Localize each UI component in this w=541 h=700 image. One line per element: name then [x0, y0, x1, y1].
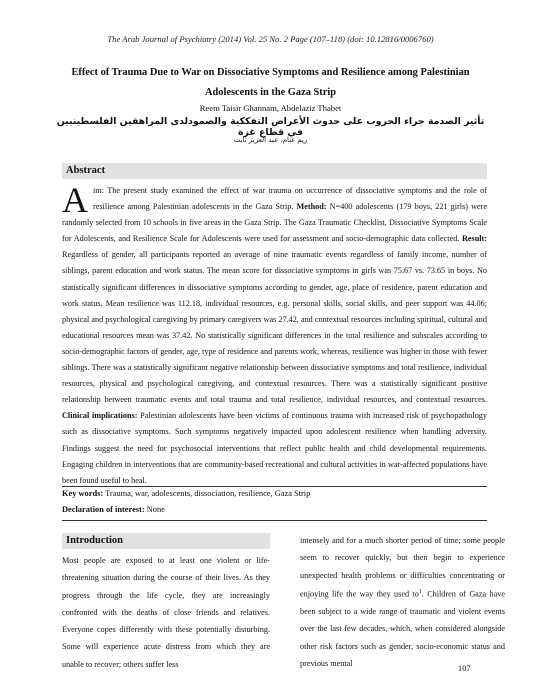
method-text: N=400 adolescents (179 boys, 221 girls) were randomly selected from 10 schools in five areas in the Gaza Strip. The Gaza Traumatic Checklist, Dissociative Symptoms Scale for Adolescents, and Resilience Scale for Adolescents were used for assessment and socio-demographic data collected.: [62, 202, 487, 244]
page-number: 107: [458, 664, 471, 673]
result-label: Result:: [461, 234, 487, 244]
divider: [62, 520, 487, 521]
clinical-text: Palestinian adolescents have been victims of continuous trauma with increased risk of psychopathology such as dissociative symptoms. Such symptoms negatively impacted upon adolescent resilience when handling adversity. Findings suggest the need for psychosocial interventions that reflect public health and child developmental requirements. Engaging children in interventions that are community-based recreational and cultural activities in war-affected populations have been found useful to heal.: [62, 411, 487, 485]
journal-citation: The Arab Journal of Psychiatry (2014) Vol. 25 No. 2 Page (107–118) (doi: 10.12816/0006760): [107, 34, 434, 44]
intro-right-text-b: . Children of Gaza have been subject to a wide range of traumatic and violent events over the last few decades, which, when considered alongside other risk factors such as gender, socio-economic status and previous mental: [300, 589, 505, 668]
paper-title: Effect of Trauma Due to War on Dissociative Symptoms and Resilience among Palestinian Adolescents in the Gaza Strip: [71, 67, 470, 98]
intro-column-left: Most people are exposed to at least one violent or life-threatening situation during the course of their lives. As they progress through the life cycle, they are increasingly confronted with the deaths of close friends and relatives. Everyone copes differently with these potentially disturbing. Some will experience acute distress from which they are unable to recover; others suffer less: [62, 556, 270, 669]
arabic-title: تأثير الصدمة جراء الحروب على حدوث الأعراض التفككية والصمودلدى المراهقين الفلسطينيين في قطاع غزة: [56, 116, 485, 138]
keywords-label: Key words:: [62, 489, 104, 498]
declaration-label: Declaration of interest:: [62, 505, 145, 514]
aim-label: im:: [93, 186, 104, 195]
clinical-label: Clinical implications:: [62, 411, 138, 421]
declaration-line: [62, 505, 487, 514]
abstract-dropcap: A: [62, 180, 88, 220]
divider: [62, 486, 487, 487]
method-label: Method:: [296, 202, 327, 212]
introduction-heading: Introduction: [62, 533, 270, 549]
reference-marker: 1: [418, 588, 422, 595]
intro-column-right: [300, 532, 505, 672]
abstract-body: [62, 180, 487, 489]
intro-right-text-a: intensely and for a much shorter period of time; some people seem to recover quickly, but then begin to experience unexpected health problems or difficulties concentrating or enjoying life the way they used to: [300, 536, 505, 599]
aim-text: The present study examined the effect of war trauma on occurrence of dissociative symptoms and the role of resilience among Palestinian adolescents in the Gaza Strip.: [93, 186, 487, 212]
result-text: Regardless of gender, all participants reported an average of nine traumatic events regardless of family income, number of siblings, parent education and work status. The mean score for dissociative symptoms in girls was 75.67 vs. 73.65 in boys. No statistically significant differences in dissociative symptoms according to gender, age, place of residence, parent education and work status. Mean resilience was 112.18, individual resources, e.g. personal skills, social skills, and peer support was 44.06; physical and psychological caregiving by primary caregivers was 27.42, and contextual resources including spiritual, cultural and educational resources mean was 37.42. No statistically significant differences in the total resilience and subscales according to socio-demographic factors of gender, age, type of residence and parents work, whereas, resilience was higher in those with fewer siblings. There was a statistically significant negative relationship between dissociative symptoms and total resilience, individual resources, physical and psychological caregiving, and contextual resources. There was a statistically significant positive relationship between traumatic events and total trauma and total resilience, individual resources, and contextual resources.: [62, 250, 487, 405]
arabic-author-list: ريم غنام، عبد العزيز ثابت: [233, 136, 308, 144]
declaration-text: None: [144, 505, 165, 514]
abstract-heading: Abstract: [62, 163, 487, 179]
keywords-line: [62, 489, 487, 498]
author-list: Reem Taisir Ghannam, Abdelaziz Thabet: [199, 103, 342, 113]
keywords-text: Trauma, war, adolescents, dissociation, resilience, Gaza Strip: [103, 489, 311, 498]
